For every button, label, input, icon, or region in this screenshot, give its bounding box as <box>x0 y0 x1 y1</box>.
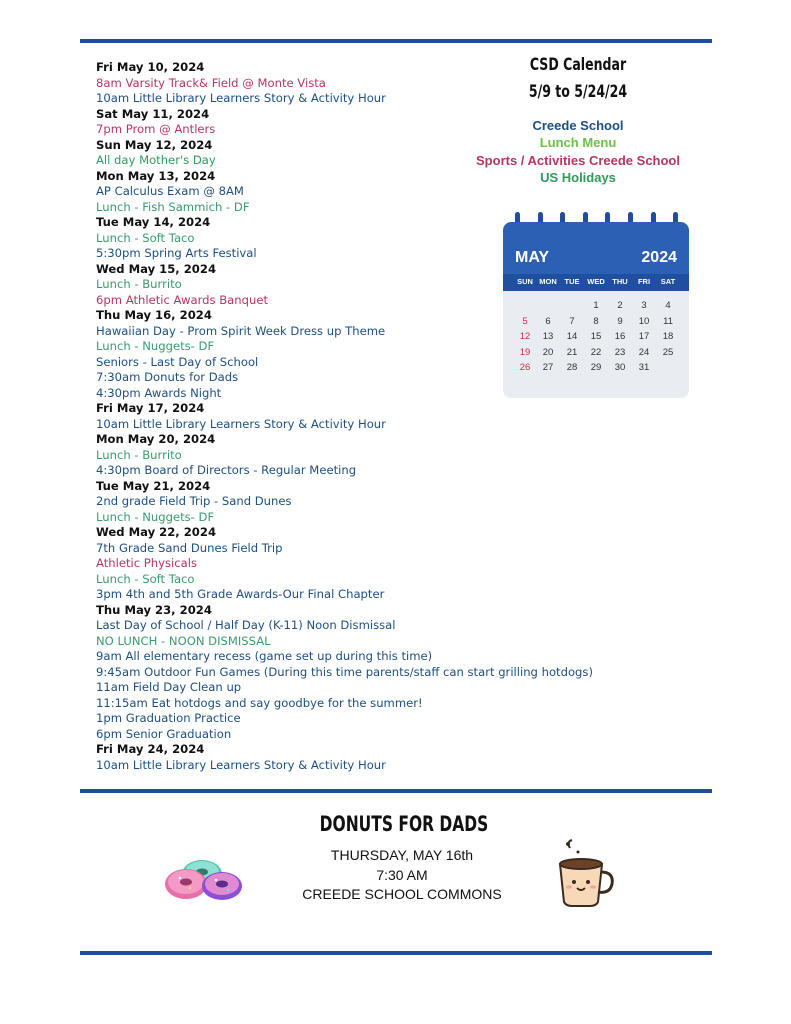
event-item-holiday: All day Mother's Day <box>96 153 216 167</box>
event-item-school: 7th Grade Sand Dunes Field Trip <box>96 540 283 555</box>
calendar-day: 6 <box>545 315 551 327</box>
event-item-lunch: Lunch - Burrito <box>96 277 182 291</box>
calendar-widget-header <box>503 222 689 274</box>
weekday-label: TUE <box>564 277 580 286</box>
event-item-school: AP Calculus Exam @ 8AM <box>96 184 244 198</box>
calendar-day: 25 <box>662 346 674 358</box>
calendar-day: 8 <box>593 315 599 327</box>
calendar-day: 9 <box>617 315 623 327</box>
event-item-lunch: Lunch - Soft Taco <box>96 230 195 245</box>
donuts-for-dads-title: DONUTS FOR DADS <box>319 812 489 836</box>
event-item-lunch: Lunch - Soft Taco <box>96 571 195 586</box>
weekday-row <box>503 274 689 291</box>
calendar-header <box>470 52 686 187</box>
legend-item: Sports / Activities Creede School <box>476 152 680 168</box>
color-legend <box>470 117 686 187</box>
event-date-heading: Sun May 12, 2024 <box>96 137 213 152</box>
calendar-day: 17 <box>638 331 650 342</box>
event-item-school: 6pm Senior Graduation <box>96 726 232 741</box>
event-date-heading: Tue May 14, 2024 <box>96 215 211 229</box>
calendar-day: 7 <box>569 315 575 327</box>
calendar-day: 28 <box>566 362 578 373</box>
weekday-label: MON <box>539 277 557 286</box>
event-item-school: 5:30pm Spring Arts Festival <box>96 246 257 260</box>
donuts-date: THURSDAY, MAY 16th <box>330 847 474 863</box>
calendar-day: 13 <box>542 331 554 342</box>
calendar-day: 23 <box>614 346 626 358</box>
event-item-sport: Athletic Physicals <box>96 556 198 570</box>
calendar-day: 26 <box>519 362 531 373</box>
calendar-title: CSD Calendar <box>529 55 627 75</box>
event-item-school: 9:45am Outdoor Fun Games (During this time parents/staff can start grilling hotdogs) <box>96 664 593 679</box>
event-item-lunch: NO LUNCH - NOON DISMISSAL <box>96 633 271 648</box>
calendar-day: 30 <box>614 362 626 373</box>
event-item-sport: 7pm Prom @ Antlers <box>96 122 216 136</box>
calendar-day: 19 <box>519 346 531 358</box>
event-item-school: 11am Field Day Clean up <box>96 680 242 694</box>
calendar-month: MAY <box>515 249 550 266</box>
weekday-label: SUN <box>517 277 533 286</box>
weekday-label: THU <box>612 277 628 286</box>
calendar-day: 16 <box>614 331 626 342</box>
donuts-icon <box>160 846 250 906</box>
weekday-label: WED <box>587 277 605 286</box>
calendar-day: 3 <box>641 300 647 311</box>
calendar-day: 21 <box>566 346 578 358</box>
event-item-lunch: Lunch - Nuggets- DF <box>96 339 215 353</box>
event-item-school: 9am All elementary recess (game set up during this time) <box>96 649 433 663</box>
calendar-day: 15 <box>590 331 602 342</box>
calendar-day: 29 <box>590 362 602 373</box>
event-date-heading: Tue May 21, 2024 <box>96 478 211 493</box>
calendar-day: 20 <box>542 346 554 358</box>
event-date-heading: Fri May 24, 2024 <box>96 742 205 756</box>
weekday-label: FRI <box>637 277 651 286</box>
event-item-school: 10am Little Library Learners Story & Activity Hour <box>96 91 386 105</box>
event-date-heading: Wed May 15, 2024 <box>96 261 217 276</box>
event-date-heading: Mon May 13, 2024 <box>96 168 216 183</box>
may-calendar-widget <box>503 222 689 398</box>
donuts-location: CREEDE SCHOOL COMMONS <box>302 886 502 902</box>
legend-item: Creede School <box>532 118 624 133</box>
bottom-divider <box>80 951 712 955</box>
event-item-sport: 6pm Athletic Awards Banquet <box>96 292 269 307</box>
calendar-year: 2024 <box>641 249 677 266</box>
event-item-school: 1pm Graduation Practice <box>96 711 241 725</box>
calendar-day: 14 <box>566 331 578 342</box>
event-item-school: 10am Little Library Learners Story & Activity Hour <box>96 416 386 431</box>
top-divider <box>80 39 712 43</box>
event-item-school: Seniors - Last Day of School <box>96 354 259 369</box>
event-item-school: 2nd grade Field Trip - Sand Dunes <box>96 494 292 508</box>
event-item-school: Hawaiian Day - Prom Spirit Week Dress up Theme <box>96 323 386 338</box>
event-item-lunch: Lunch - Burrito <box>96 447 182 462</box>
event-item-lunch: Lunch - Nuggets- DF <box>96 509 215 524</box>
calendar-day: 11 <box>663 315 673 327</box>
event-item-school: 4:30pm Board of Directors - Regular Meeting <box>96 463 357 477</box>
calendar-day: 24 <box>638 346 650 358</box>
calendar-date-range: 5/9 to 5/24/24 <box>528 82 628 102</box>
event-date-heading: Wed May 22, 2024 <box>96 525 217 539</box>
event-date-heading: Sat May 11, 2024 <box>96 106 210 121</box>
calendar-day: 4 <box>665 300 671 311</box>
event-item-school: 3pm 4th and 5th Grade Awards-Our Final Chapter <box>96 587 385 601</box>
weekday-label: SAT <box>660 277 676 286</box>
calendar-day: 10 <box>638 315 650 327</box>
event-item-school: 4:30pm Awards Night <box>96 385 222 400</box>
calendar-day: 31 <box>638 362 650 373</box>
event-item-sport: 8am Varsity Track& Field @ Monte Vista <box>96 75 326 90</box>
calendar-day: 18 <box>662 331 674 342</box>
event-item-school: 11:15am Eat hotdogs and say goodbye for the summer! <box>96 695 423 710</box>
calendar-day: 1 <box>593 300 599 311</box>
legend-item: US Holidays <box>540 170 616 186</box>
event-date-heading: Fri May 17, 2024 <box>96 401 205 415</box>
donuts-time: 7:30 AM <box>376 866 428 883</box>
event-item-school: Last Day of School / Half Day (K-11) Noon Dismissal <box>96 618 396 632</box>
event-item-lunch: Lunch - Fish Sammich - DF <box>96 199 250 214</box>
event-item-school: 7:30am Donuts for Dads <box>96 370 239 384</box>
calendar-day: 12 <box>519 331 531 342</box>
event-date-heading: Mon May 20, 2024 <box>96 432 216 446</box>
event-item-school: 10am Little Library Learners Story & Activity Hour <box>96 757 386 772</box>
calendar-day: 27 <box>542 362 554 373</box>
calendar-day: 5 <box>522 315 528 327</box>
middle-divider <box>80 789 712 793</box>
coffee-mug-icon <box>552 838 618 910</box>
donuts-for-dads-details <box>260 846 544 905</box>
legend-item: Lunch Menu <box>539 135 617 151</box>
event-date-heading: Thu May 23, 2024 <box>96 602 212 617</box>
event-date-heading: Fri May 10, 2024 <box>96 60 205 74</box>
calendar-day: 22 <box>590 346 602 358</box>
event-date-heading: Thu May 16, 2024 <box>96 308 212 322</box>
calendar-day: 2 <box>617 300 623 311</box>
